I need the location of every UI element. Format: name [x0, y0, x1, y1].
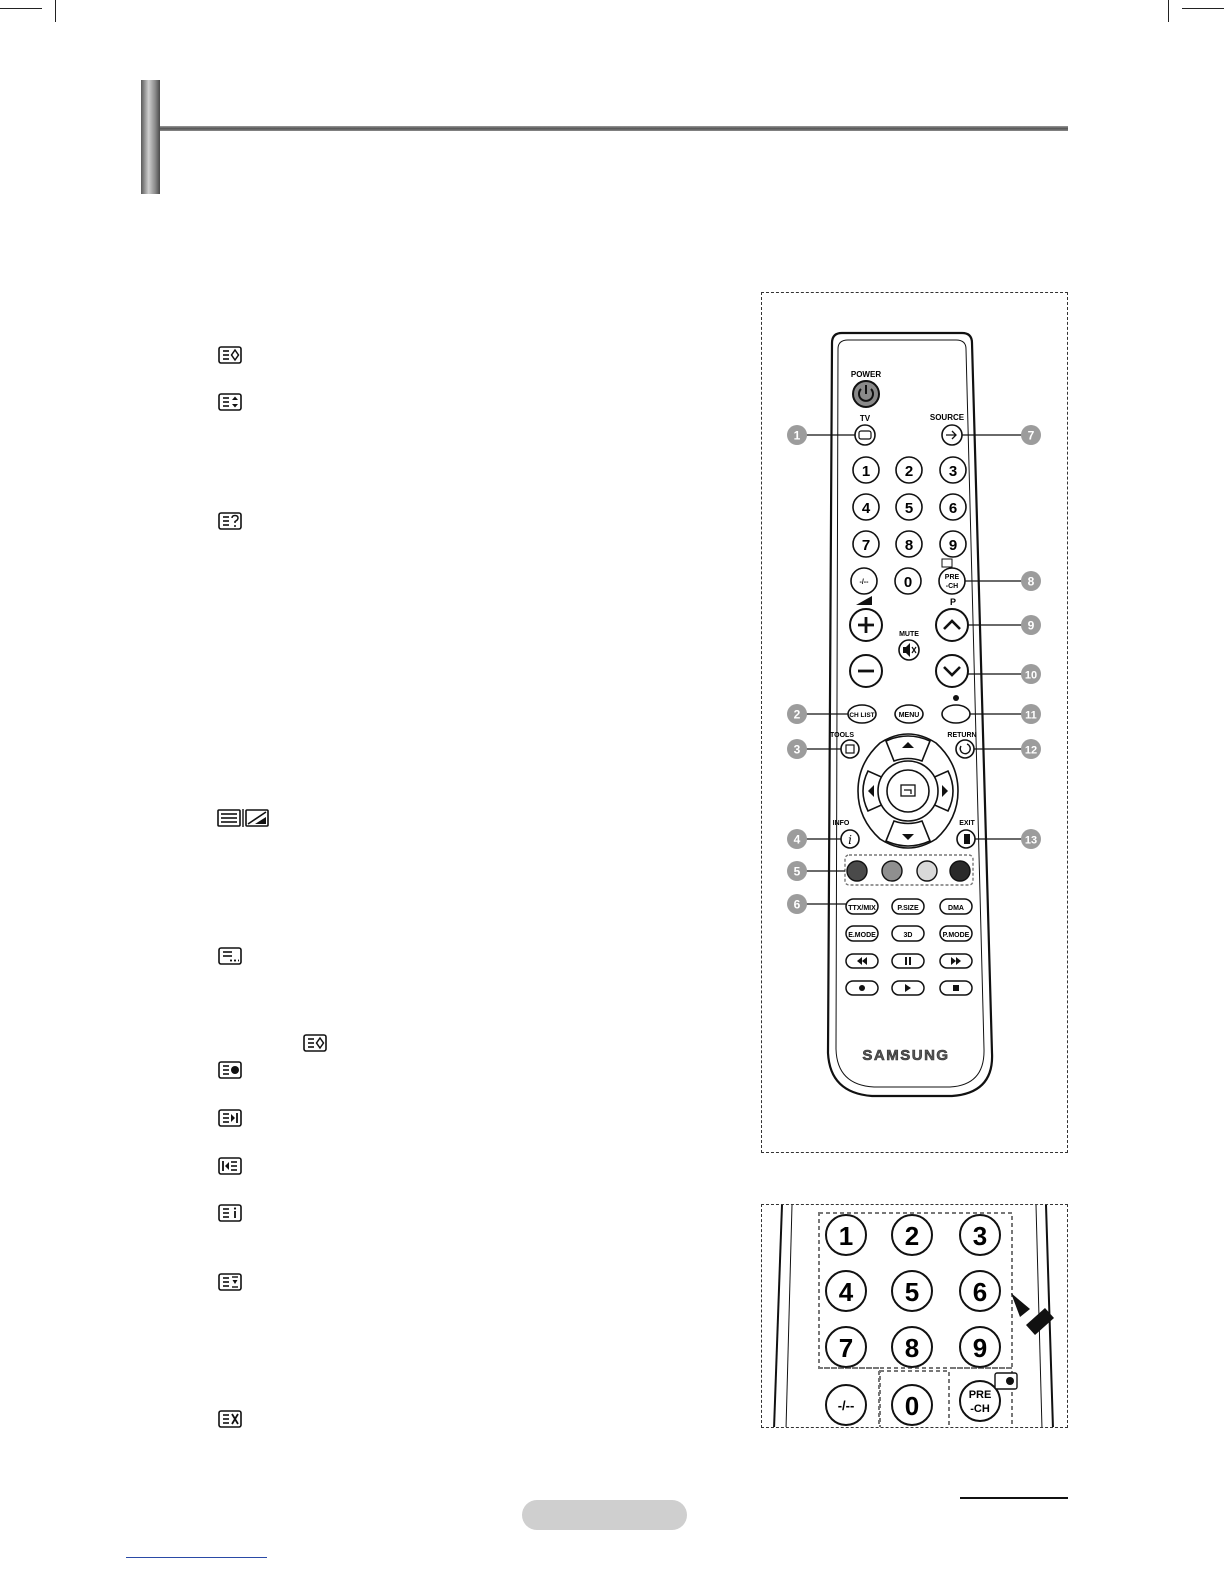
svg-text:5: 5 [904, 1277, 920, 1307]
fast-forward-button[interactable] [940, 954, 972, 968]
teletext-index-icon [218, 512, 242, 530]
pre-ch-button[interactable] [939, 568, 965, 594]
svg-text:TTX/MIX: TTX/MIX [848, 905, 876, 912]
svg-text:3D: 3D [903, 932, 913, 939]
zoom-digit-key-6[interactable] [960, 1271, 1000, 1311]
teletext-list-icon [218, 1061, 242, 1079]
crop-mark [0, 8, 42, 9]
svg-text:DMA: DMA [948, 905, 964, 912]
exit-label: EXIT [959, 820, 975, 827]
svg-text:9: 9 [972, 1333, 988, 1363]
svg-text:6: 6 [793, 897, 801, 912]
svg-text:P.MODE: P.MODE [942, 932, 970, 939]
svg-text:-CH: -CH [945, 583, 959, 590]
svg-text:3: 3 [948, 463, 958, 480]
crop-mark [55, 0, 56, 22]
svg-text:3: 3 [972, 1221, 988, 1251]
tools-button[interactable] [841, 740, 859, 758]
info-button[interactable] [841, 830, 859, 848]
zoom-digit-key-9[interactable] [960, 1327, 1000, 1367]
teletext-cancel-icon [218, 1410, 242, 1428]
svg-text:12: 12 [1024, 744, 1038, 757]
dma-button[interactable] [940, 899, 972, 914]
power-button[interactable] [853, 381, 879, 407]
source-label: SOURCE [929, 413, 965, 422]
svg-text:1: 1 [838, 1221, 854, 1251]
svg-text:10: 10 [1024, 669, 1038, 682]
svg-text:0: 0 [903, 574, 913, 591]
svg-text:1: 1 [861, 463, 871, 480]
svg-text:2: 2 [904, 1221, 920, 1251]
digit-key-7[interactable] [853, 531, 879, 557]
pointer-arrow-icon [1011, 1293, 1030, 1317]
channel-up-button[interactable] [936, 609, 968, 641]
digit-key-6[interactable] [940, 494, 966, 520]
svg-text:PRE: PRE [944, 574, 960, 581]
svg-text:P.SIZE: P.SIZE [897, 905, 919, 912]
number-pad-zoom-panel [761, 1204, 1068, 1428]
teletext-reveal-inline-icon [303, 1034, 327, 1052]
digit-key-4[interactable] [853, 494, 879, 520]
svg-text:1: 1 [793, 428, 801, 443]
rewind-button[interactable] [846, 954, 878, 968]
blue-key[interactable] [950, 861, 970, 881]
svg-text:4: 4 [861, 500, 871, 517]
svg-text:0: 0 [904, 1391, 920, 1421]
svg-text:CH LIST: CH LIST [849, 712, 875, 719]
channel-label: P [949, 597, 957, 607]
zoom-digit-key-1[interactable] [826, 1215, 866, 1255]
source-button[interactable] [942, 425, 962, 445]
volume-down-button[interactable] [850, 655, 882, 687]
info-label: INFO [832, 820, 850, 827]
header-accent-bar [141, 80, 160, 194]
svg-text:8: 8 [904, 537, 914, 554]
zoom-digit-key-2[interactable] [892, 1215, 932, 1255]
teletext-size-icon [218, 393, 242, 411]
footer-rule [960, 1497, 1068, 1499]
mute-button[interactable] [899, 640, 919, 660]
svg-text:MENU: MENU [898, 712, 920, 719]
svg-text:7: 7 [838, 1333, 854, 1363]
remote-control-diagram [762, 293, 1069, 1154]
yellow-key[interactable] [917, 861, 937, 881]
svg-text:13: 13 [1024, 834, 1038, 847]
teletext-hold-icon [218, 1273, 242, 1291]
channel-down-button[interactable] [936, 655, 968, 687]
digit-key-9[interactable] [940, 531, 966, 557]
teletext-page-up-icon [218, 1109, 242, 1127]
e-mode-button[interactable] [846, 926, 878, 941]
zoom-digit-key-5[interactable] [892, 1271, 932, 1311]
record-button[interactable] [846, 981, 878, 995]
return-button[interactable] [956, 740, 974, 758]
tv-label: TV [859, 414, 871, 423]
crop-mark [1182, 8, 1224, 9]
svg-text:8: 8 [1027, 574, 1035, 589]
play-button[interactable] [892, 981, 924, 995]
svg-text:5: 5 [793, 864, 801, 879]
green-key[interactable] [882, 861, 902, 881]
digit-key-1[interactable] [853, 457, 879, 483]
ttx-mix-button[interactable] [846, 899, 878, 914]
zoom-digit-key-0[interactable] [892, 1385, 932, 1425]
svg-text:5: 5 [904, 500, 914, 517]
remote-illustration-panel [761, 292, 1068, 1153]
header-rule [160, 126, 1068, 131]
svg-text:9: 9 [948, 537, 958, 554]
zoom-digit-key-8[interactable] [892, 1327, 932, 1367]
p-size-button[interactable] [892, 899, 924, 914]
svg-text:-/--: -/-- [859, 579, 869, 586]
svg-text:-/--: -/-- [837, 1398, 855, 1413]
svg-text:-CH: -CH [970, 1403, 990, 1415]
svg-text:4: 4 [838, 1277, 854, 1307]
teletext-page-down-icon [218, 1157, 242, 1175]
zoom-digit-key-7[interactable] [826, 1327, 866, 1367]
svg-text:11: 11 [1025, 709, 1037, 722]
teletext-subtitle-icon [218, 947, 242, 965]
svg-text:PRE: PRE [968, 1389, 992, 1401]
crop-mark [1168, 0, 1169, 22]
svg-text:3: 3 [793, 742, 801, 757]
digit-key-3[interactable] [940, 457, 966, 483]
number-pad-zoom-diagram [762, 1205, 1068, 1428]
svg-text:4: 4 [793, 832, 801, 847]
svg-text:2: 2 [904, 463, 914, 480]
3d-button[interactable] [892, 926, 924, 941]
power-label: POWER [850, 370, 882, 379]
zoom-dash-button[interactable] [826, 1385, 866, 1425]
digit-key-8[interactable] [896, 531, 922, 557]
ch-list-button[interactable] [848, 705, 876, 723]
teletext-mix-icon [217, 809, 269, 827]
digit-key-5[interactable] [896, 494, 922, 520]
mute-label: MUTE [899, 631, 919, 638]
zoom-pre-ch-button[interactable] [960, 1381, 1000, 1421]
teletext-info-icon [218, 1204, 242, 1222]
svg-text:6: 6 [948, 500, 958, 517]
navigation-pad [858, 734, 958, 848]
svg-text:2: 2 [793, 707, 801, 722]
exit-button[interactable] [957, 830, 975, 848]
zoom-digit-key-4[interactable] [826, 1271, 866, 1311]
volume-up-button[interactable] [850, 609, 882, 641]
svg-text:9: 9 [1027, 618, 1035, 633]
svg-text:E.MODE: E.MODE [848, 932, 876, 939]
svg-text:6: 6 [972, 1277, 988, 1307]
dash-button[interactable] [851, 568, 877, 594]
brand-logo: SAMSUNG [862, 1047, 950, 1064]
page-number-pill [522, 1500, 687, 1530]
digit-key-2[interactable] [896, 457, 922, 483]
nav-down-button[interactable] [886, 821, 930, 846]
zoom-digit-key-3[interactable] [960, 1215, 1000, 1255]
svg-text:7: 7 [861, 537, 871, 554]
nav-up-button[interactable] [886, 736, 930, 761]
stop-button[interactable] [940, 981, 972, 995]
tv-button[interactable] [855, 425, 875, 445]
svg-text:8: 8 [904, 1333, 920, 1363]
tools-label: TOOLS [830, 732, 854, 739]
red-key[interactable] [847, 861, 867, 881]
svg-text:i: i [848, 833, 852, 847]
p-mode-button[interactable] [940, 926, 972, 941]
svg-text:7: 7 [1027, 428, 1035, 443]
return-label: RETURN [947, 732, 977, 739]
footer-link-rule [126, 1557, 267, 1558]
teletext-reveal-icon [218, 346, 242, 364]
digit-key-0[interactable] [895, 568, 921, 594]
enter-button[interactable] [887, 770, 929, 812]
menu-button[interactable] [895, 705, 923, 723]
pause-button[interactable] [892, 954, 924, 968]
